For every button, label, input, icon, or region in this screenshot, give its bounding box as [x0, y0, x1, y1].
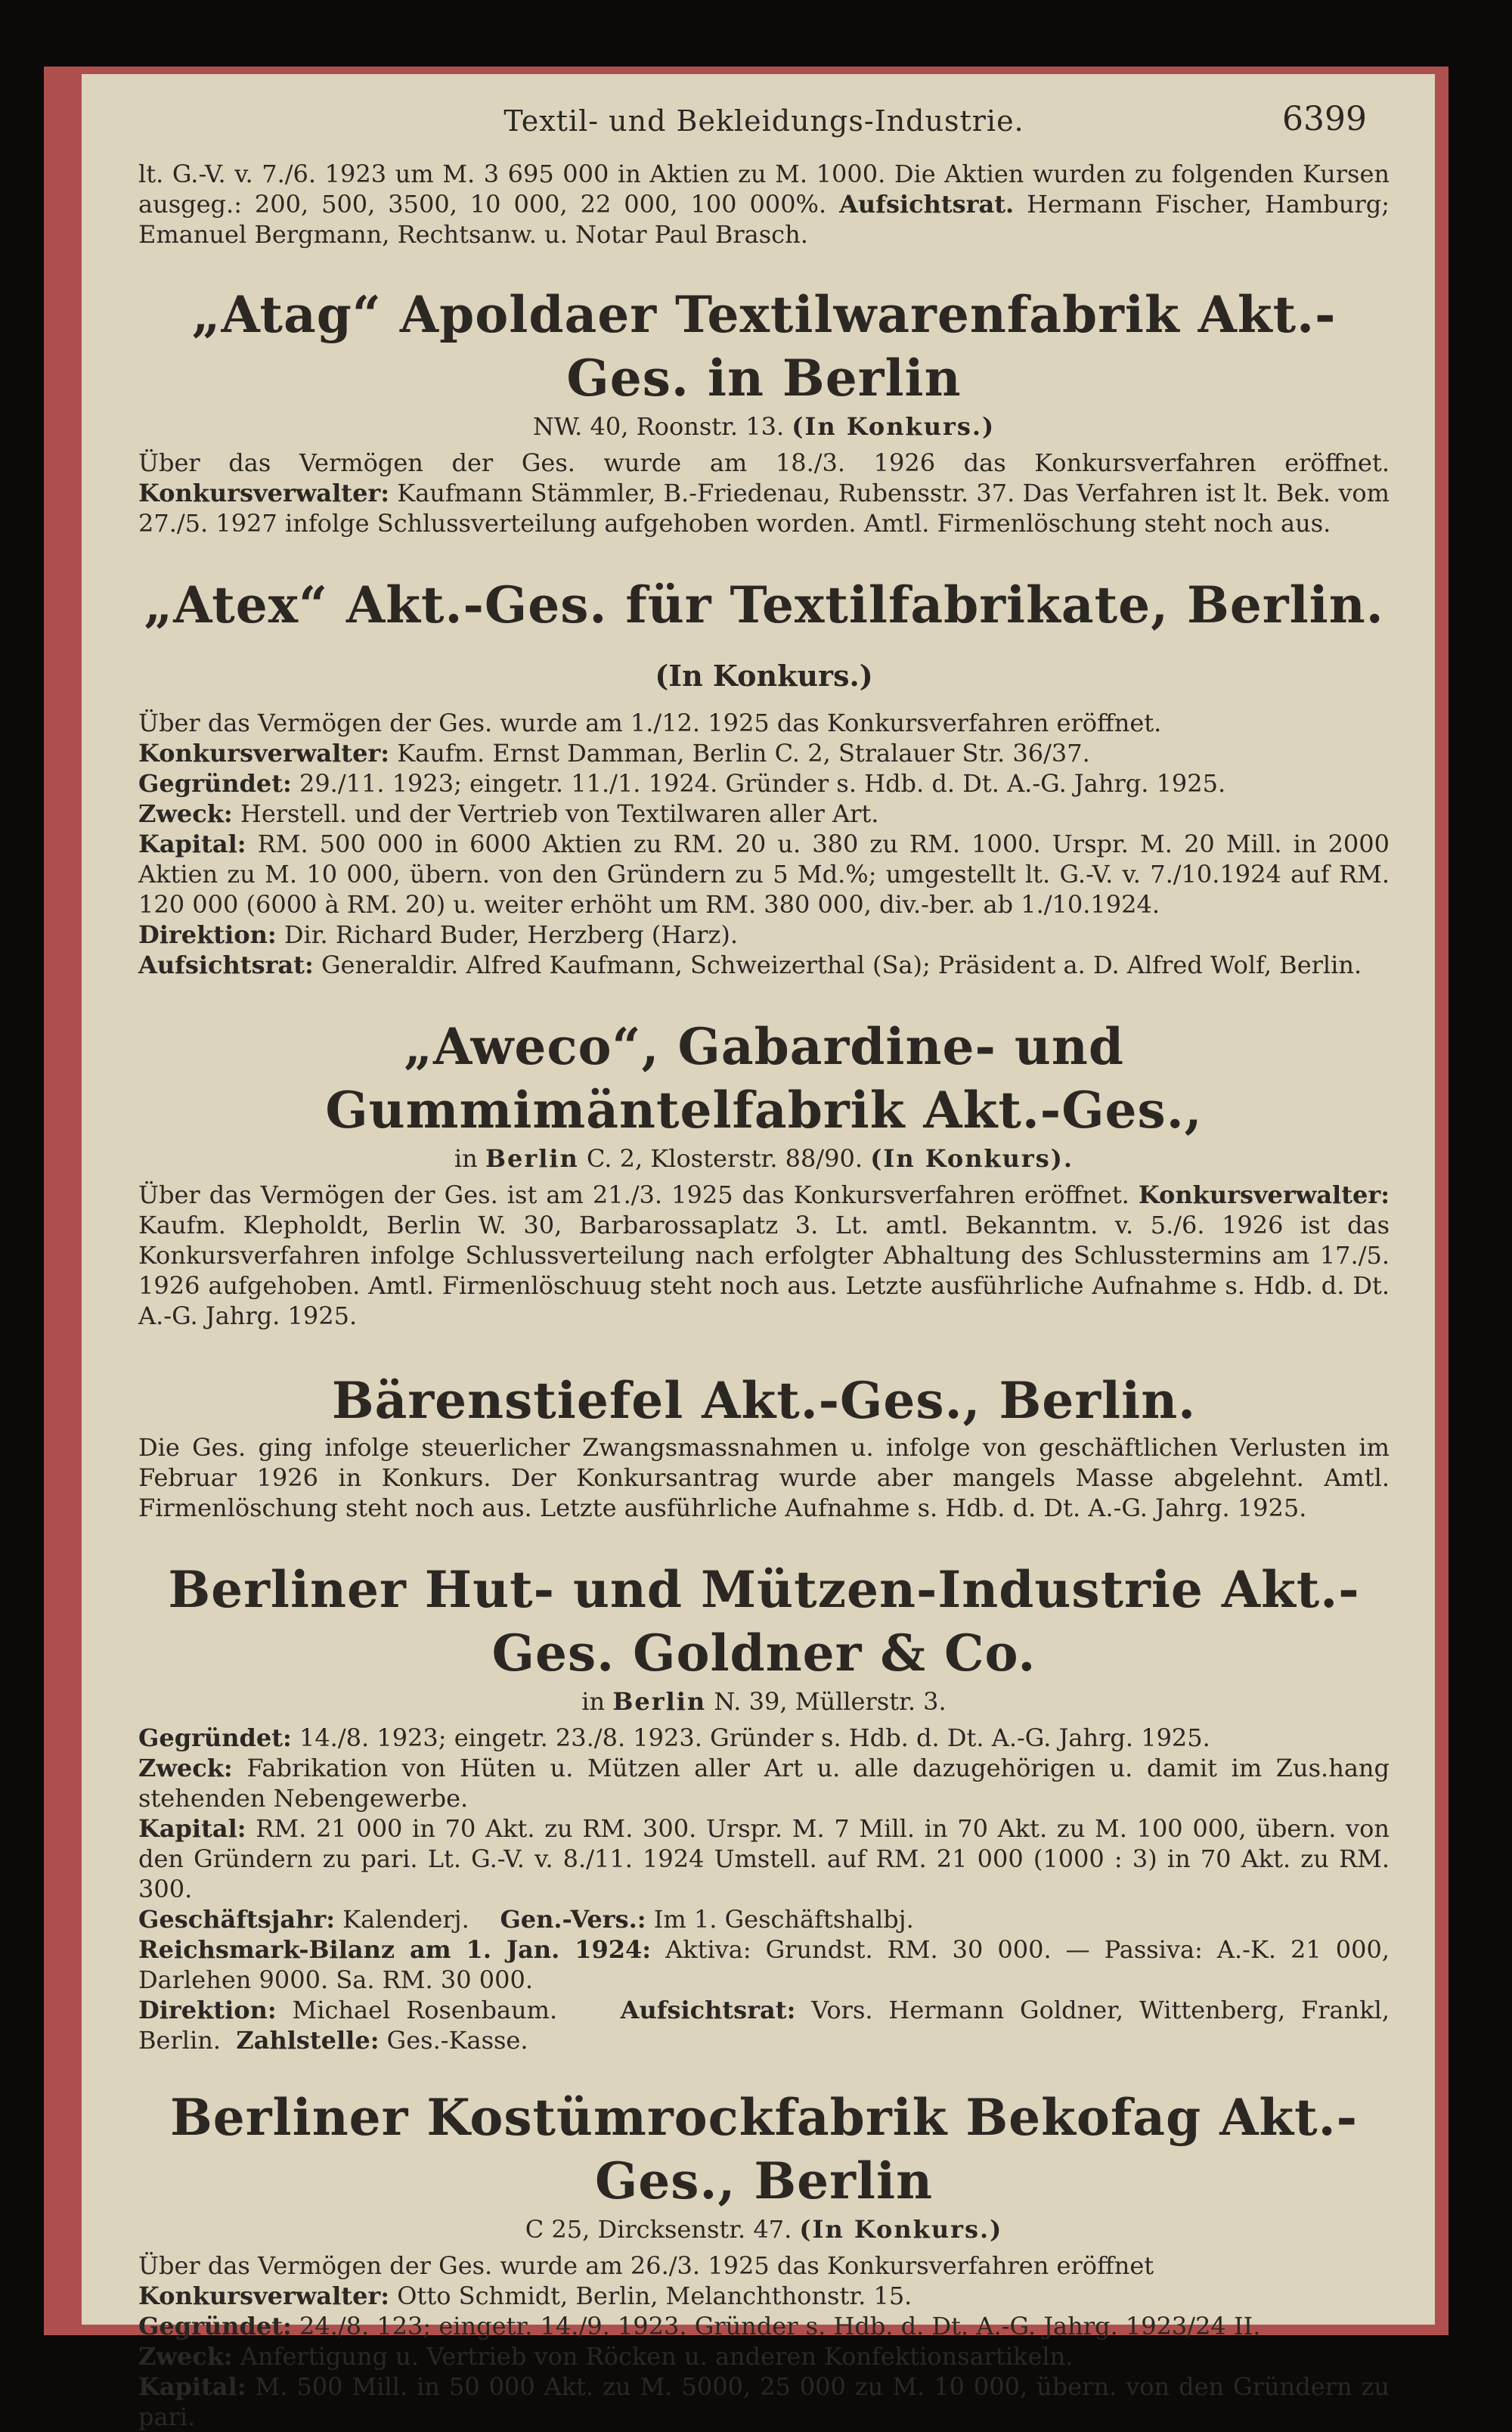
label-aufsichtsrat: Aufsichtsrat:: [620, 1996, 796, 2024]
label-bilanz: Reichsmark-Bilanz am 1. Jan. 1924:: [138, 1935, 652, 1964]
entry-baerenstiefel: [138, 1369, 1390, 1523]
address-text: NW. 40, Roonstr. 13.: [532, 412, 785, 441]
text-gegruendet: 14./8. 1923; eingetr. 23./8. 1923. Gründer s. Hdb. d. Dt. A.-G. Jahrg. 1925.: [291, 1723, 1210, 1752]
text-konkursverwalter: Kaufm. Ernst Damman, Berlin C. 2, Stralauer Str. 36/37.: [389, 739, 1090, 768]
label-kapital: Kapital:: [138, 830, 246, 858]
label-zweck: Zweck:: [138, 2342, 233, 2371]
body-text: Über das Vermögen der Ges. wurde am 26./3. 1925 das Konkursverfahren eröffnet: [138, 2251, 1154, 2280]
entry-atag: [138, 283, 1390, 538]
label-kapital: Kapital:: [138, 1814, 246, 1843]
text-kapital: RM. 500 000 in 6000 Aktien zu RM. 20 u. 380 zu RM. 1000. Urspr. M. 20 Mill. in 2000 Aktien zu M. 10 000, übern. von den Gründern zu 5 Md.%; umgestellt lt. G.-V. v. 7./10.1924 auf RM. 120 000 (6000 à RM. 20) u. weiter erhöht um RM. 380 000, div.-ber. ab 1./10.1924.: [138, 830, 1390, 919]
text-aufsichtsrat: Generaldir. Alfred Kaufmann, Schweizerthal (Sa); Präsident a. D. Alfred Wolf, Berlin.: [313, 951, 1362, 979]
entry-title: Bärenstiefel Akt.-Ges., Berlin.: [331, 1371, 1197, 1430]
label-direktion: Direktion:: [138, 1996, 277, 2024]
intro-line: lt. G.-V. v. 7./6. 1923 um M. 3 695 000 in Aktien zu M. 1000. Die Aktien wurden zu folgenden Kursen ausgeg.: 200, 500, 3500, 10 000, 22 000, 100 000%.: [138, 160, 1390, 219]
text-bilanz: Aktiva: Grundst. RM. 30 000. — Passiva: A.-K. 21 000, Darlehen 9000. Sa. RM. 30 000.: [138, 1935, 1390, 1994]
entry-body: [138, 708, 1390, 980]
address-text: N. 39, Müllerstr. 3.: [706, 1687, 947, 1716]
label-kapital: Kapital:: [138, 2372, 246, 2401]
text-direktion: Michael Rosenbaum.: [276, 1996, 558, 2024]
status-badge: (In Konkurs.): [799, 2215, 1003, 2244]
label-gen-vers: Gen.-Vers.:: [500, 1905, 646, 1934]
body-text: Über das Vermögen der Ges. wurde am 1./12. 1925 das Konkursverfahren eröffnet.: [138, 709, 1162, 737]
status-badge: (In Konkurs.): [792, 412, 996, 441]
label-konkursverwalter: Konkursverwalter:: [138, 479, 390, 507]
entry-bekofag: [138, 2086, 1390, 2432]
address-prefix: in: [454, 1144, 478, 1173]
intro-aufsichtsrat-text: Hermann Fischer, Hamburg; Emanuel Bergmann, Rechtsanw. u. Notar Paul Brasch.: [138, 190, 1390, 249]
status-badge: (In Konkurs.): [655, 659, 873, 693]
text-direktion: Dir. Richard Buder, Herzberg (Harz).: [276, 920, 739, 949]
label-zahlstelle: Zahlstelle:: [236, 2026, 380, 2055]
page: [82, 74, 1435, 2431]
entry-title: [138, 573, 1390, 708]
body-text-2: Kaufm. Klepholdt, Berlin W. 30, Barbarossaplatz 3. Lt. amtl. Bekanntm. v. 5./6. 1926 ist das Konkursverfahren infolge Schlussverteilung nach erfolgter Abhaltung des Schlusstermins am 17./5. 1926 aufgehoben. Amtl. Firmenlöschuug steht noch aus. Letzte ausführliche Aufnahme s. Hdb. d. Dt. A.-G. Jahrg. 1925.: [138, 1211, 1390, 1330]
entry-aweco: [138, 1015, 1390, 1331]
entry-address: [138, 1685, 1390, 1718]
intro-block: [138, 159, 1390, 250]
address-text: C. 2, Klosterstr. 88/90.: [578, 1144, 863, 1173]
body-text: Die Ges. ging infolge steuerlicher Zwangsmassnahmen u. infolge von geschäftlichen Verlusten im Februar 1926 in Konkurs. Der Konkursantrag wurde aber mangels Masse abgelehnt. Amtl. Firmenlöschung steht noch aus. Letzte ausführliche Aufnahme s. Hdb. d. Dt. A.-G. Jahrg. 1925.: [138, 1433, 1390, 1522]
label-gegruendet: Gegründet:: [138, 2312, 292, 2340]
text-kapital: M. 500 Mill. in 50 000 Akt. zu M. 5000, 25 000 zu M. 10 000, übern. von den Gründern zu pari.: [138, 2372, 1390, 2431]
entry-body: [138, 1432, 1390, 1523]
body-text: Über das Vermögen der Ges. wurde am 18./3. 1926 das Konkursverfahren eröffnet.: [138, 448, 1390, 477]
text-zweck: Anfertigung u. Vertrieb von Röcken u. anderen Konfektionsartikeln.: [232, 2342, 1074, 2371]
text-kapital: RM. 21 000 in 70 Akt. zu RM. 300. Urspr. M. 7 Mill. in 70 Akt. zu M. 100 000, übern. von den Gründern zu pari. Lt. G.-V. v. 8./11. 1924 Umstell. auf RM. 21 000 (1000 : 3) in 70 Akt. zu RM. 300.: [138, 1814, 1390, 1903]
entry-body: [138, 2251, 1390, 2432]
label-geschaeftsjahr: Geschäftsjahr:: [138, 1905, 335, 1934]
entry-body: [138, 1723, 1390, 2055]
entry-title-text: „Atex“ Akt.-Ges. für Textilfabrikate, Berlin.: [144, 575, 1384, 634]
page-number: 6399: [1282, 100, 1367, 138]
entry-address: [138, 410, 1390, 443]
running-head: [138, 100, 1390, 159]
entry-body: [138, 1180, 1390, 1331]
intro-text: [138, 159, 1390, 250]
text-gegruendet: 24./8. 123; eingetr. 14./9. 1923. Gründer s. Hdb. d. Dt. A.-G. Jahrg. 1923/24 II.: [291, 2312, 1261, 2340]
text-zahlstelle: Ges.-Kasse.: [379, 2026, 528, 2055]
address-city: Berlin: [485, 1144, 579, 1173]
entry-title: „Aweco“, Gabardine- und Gummimäntelfabrik Akt.-Ges.,: [325, 1017, 1203, 1140]
entry-address: [138, 2213, 1390, 2246]
text-konkursverwalter: Otto Schmidt, Berlin, Melanchthonstr. 15.: [389, 2282, 912, 2310]
label-direktion: Direktion:: [138, 920, 277, 949]
entry-title: Berliner Kostümrockfabrik Bekofag Akt.-Ges., Berlin: [170, 2088, 1358, 2210]
text-geschaeftsjahr: Kalenderj.: [335, 1905, 469, 1934]
label-zweck: Zweck:: [138, 1754, 233, 1782]
running-head-title: Textil- und Bekleidungs-Industrie.: [503, 104, 1024, 138]
label-gegruendet: Gegründet:: [138, 1723, 292, 1752]
entry-berliner-hut: [138, 1558, 1390, 2055]
address-prefix: in: [581, 1687, 606, 1716]
entry-atex: [138, 573, 1390, 980]
entry-title: „Atag“ Apoldaer Textilwarenfabrik Akt.-Ges. in Berlin: [191, 285, 1337, 408]
entry-body: [138, 448, 1390, 538]
intro-aufsichtsrat-label: Aufsichtsrat.: [839, 190, 1015, 219]
body-text: Über das Vermögen der Ges. ist am 21./3. 1925 das Konkursverfahren eröffnet.: [138, 1180, 1129, 1209]
body-text-2: Kaufmann Stämmler, B.-Friedenau, Rubensstr. 37. Das Verfahren ist lt. Bek. vom 27./5. 1927 infolge Schlussverteilung aufgehoben worden. Amtl. Firmenlöschung steht noch aus.: [138, 479, 1390, 538]
label-konkursverwalter: Konkursverwalter:: [138, 2282, 390, 2310]
label-zweck: Zweck:: [138, 799, 233, 828]
text-gegruendet: 29./11. 1923; eingetr. 11./1. 1924. Gründer s. Hdb. d. Dt. A.-G. Jahrg. 1925.: [291, 769, 1226, 798]
text-gen-vers: Im 1. Geschäftshalbj.: [646, 1905, 914, 1934]
address-city: Berlin: [612, 1687, 707, 1716]
address-text: C 25, Dircksenstr. 47.: [525, 2215, 792, 2244]
label-konkursverwalter: Konkursverwalter:: [138, 739, 390, 768]
status-badge: (In Konkurs).: [870, 1144, 1074, 1173]
text-zweck: Fabrikation von Hüten u. Mützen aller Art u. alle dazugehörigen u. damit im Zus.hang stehenden Nebengewerbe.: [138, 1754, 1390, 1813]
label-gegruendet: Gegründet:: [138, 769, 292, 798]
label-konkursverwalter: Konkursverwalter:: [1138, 1180, 1390, 1209]
text-aufsichtsrat: Vors. Hermann Goldner, Wittenberg, Frankl, Berlin.: [138, 1996, 1390, 2055]
entry-title: Berliner Hut- und Mützen-Industrie Akt.-Ges. Goldner & Co.: [168, 1560, 1360, 1683]
label-aufsichtsrat: Aufsichtsrat:: [138, 951, 314, 979]
text-zweck: Herstell. und der Vertrieb von Textilwaren aller Art.: [232, 799, 879, 828]
entry-address: [138, 1142, 1390, 1175]
